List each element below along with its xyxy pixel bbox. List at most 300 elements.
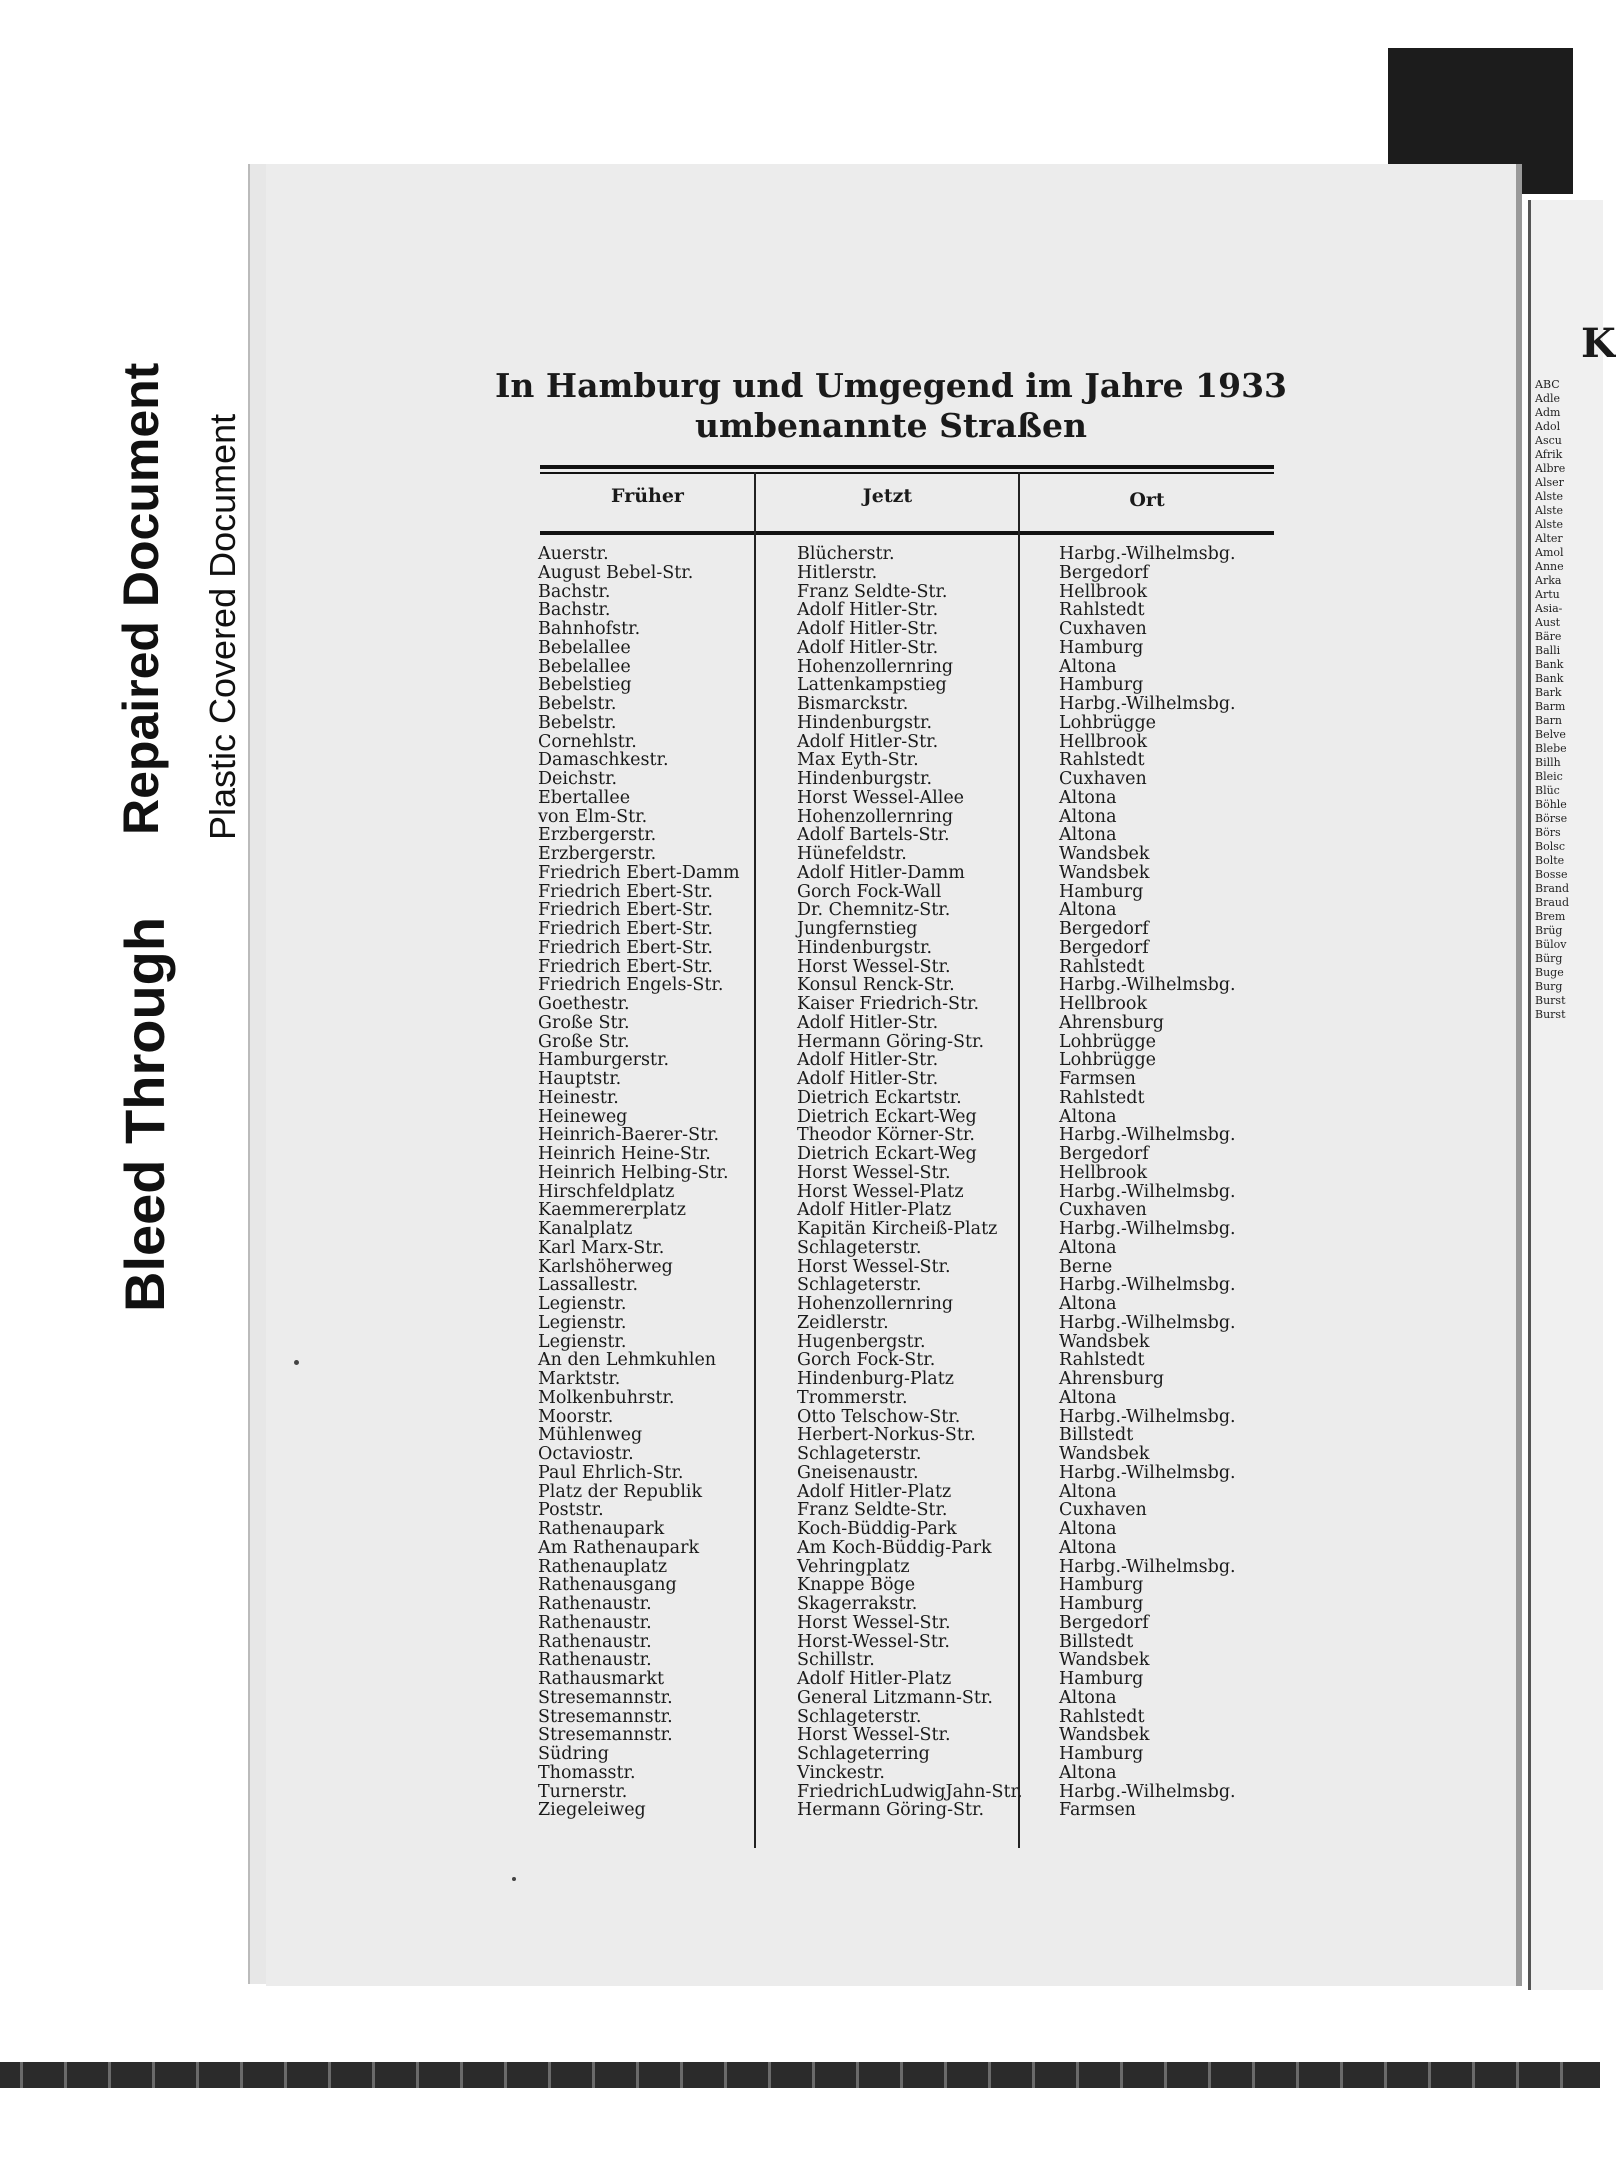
cell-jetzt: Adolf Hitler-Platz (797, 1200, 952, 1221)
strip-tick (812, 2062, 815, 2088)
facing-page-line: Asia- (1535, 602, 1563, 615)
table-row (0, 1070, 1600, 1089)
strip-tick (900, 2062, 903, 2088)
cell-frueher: Friedrich Ebert-Str. (538, 937, 713, 958)
table-row (0, 789, 1600, 808)
cell-jetzt: Theodor Körner-Str. (797, 1125, 975, 1146)
table-row (0, 1633, 1600, 1652)
cell-frueher: Rathenaustr. (538, 1631, 652, 1652)
label-bleed-through: Bleed Through (113, 916, 176, 1312)
cell-frueher: Turnerstr. (538, 1781, 628, 1802)
facing-page-line: ABC (1535, 378, 1560, 391)
cell-ort: Rahlstedt (1059, 750, 1145, 771)
cell-jetzt: Hünefeldstr. (797, 844, 907, 864)
cell-jetzt: Max Eyth-Str. (797, 750, 919, 771)
facing-page-line: Burst (1535, 994, 1566, 1007)
facing-page-line: Alste (1535, 490, 1564, 503)
table-row (0, 1689, 1600, 1708)
cell-ort: Harbg.-Wilhelmsbg. (1059, 1406, 1236, 1427)
table-row (0, 770, 1600, 789)
cell-jetzt: Schillstr. (797, 1650, 875, 1671)
cell-ort: Farmsen (1059, 1069, 1136, 1089)
cell-frueher: Heineweg (538, 1106, 628, 1127)
cell-jetzt: Blücherstr. (797, 544, 895, 564)
cell-ort: Harbg.-Wilhelmsbg. (1059, 1219, 1236, 1239)
strip-tick (944, 2062, 947, 2088)
cell-jetzt: Vinckestr. (797, 1762, 885, 1783)
cell-ort: Harbg.-Wilhelmsbg. (1059, 694, 1236, 714)
cell-jetzt: Hindenburgstr. (797, 712, 933, 733)
facing-page-line: Bolsc (1535, 840, 1566, 853)
cell-ort: Wandsbek (1059, 1725, 1150, 1746)
facing-page-line: Bülov (1535, 938, 1567, 951)
table-row (0, 545, 1600, 564)
cell-frueher: Bachstr. (538, 581, 611, 602)
cell-frueher: Deichstr. (538, 769, 618, 789)
cell-ort: Altona (1059, 1106, 1117, 1127)
cell-frueher: Goethestr. (538, 994, 630, 1014)
cell-ort: Lohbrügge (1059, 712, 1157, 733)
cell-frueher: Bebelstr. (538, 694, 617, 714)
cell-ort: Altona (1059, 1237, 1117, 1258)
cell-ort: Billstedt (1059, 1425, 1134, 1446)
cell-jetzt: Herbert-Norkus-Str. (797, 1425, 976, 1446)
facing-page-line: Bank (1535, 672, 1564, 685)
table-row (0, 958, 1600, 977)
cell-frueher: Platz der Republik (538, 1481, 703, 1502)
facing-page-line: Barn (1535, 714, 1562, 727)
table-row (0, 751, 1600, 770)
cell-jetzt: Schlageterstr. (797, 1237, 922, 1258)
dust-speck (512, 1877, 516, 1881)
cell-frueher: Rathenausgang (538, 1575, 677, 1596)
cell-frueher: Cornehlstr. (538, 731, 637, 752)
cell-frueher: Hauptstr. (538, 1069, 622, 1089)
facing-page-line: Bleic (1535, 770, 1563, 783)
cell-ort: Harbg.-Wilhelmsbg. (1059, 1275, 1236, 1296)
cell-jetzt: Adolf Hitler-Str. (797, 637, 939, 658)
cell-jetzt: Dr. Chemnitz-Str. (797, 900, 951, 921)
cell-ort: Bergedorf (1059, 1612, 1149, 1633)
table-row (0, 826, 1600, 845)
label-repaired-document: Repaired Document (113, 362, 169, 835)
cell-frueher: Karlshöherweg (538, 1256, 673, 1277)
cell-jetzt: Gneisenaustr. (797, 1462, 919, 1483)
cell-jetzt: Schlageterstr. (797, 1444, 922, 1464)
cell-ort: Hamburg (1059, 1575, 1144, 1596)
table-row (0, 1595, 1600, 1614)
strip-tick (240, 2062, 243, 2088)
cell-jetzt: Hugenbergstr. (797, 1331, 926, 1352)
table-row (0, 1483, 1600, 1502)
cell-frueher: Friedrich Ebert-Str. (538, 900, 713, 921)
cell-frueher: Bebelstieg (538, 675, 632, 696)
table-row (0, 845, 1600, 864)
cell-frueher: Ziegeleiweg (538, 1800, 646, 1821)
cell-frueher: Rathenaupark (538, 1519, 665, 1539)
table-top-rule-thin (540, 472, 1274, 474)
facing-page-line: Bolte (1535, 854, 1565, 867)
table-row (0, 733, 1600, 752)
cell-ort: Rahlstedt (1059, 1087, 1145, 1108)
cell-frueher: Bebelstr. (538, 712, 617, 733)
cell-jetzt: Trommerstr. (797, 1387, 908, 1408)
cell-ort: Bergedorf (1059, 562, 1149, 583)
facing-page-line: Adol (1535, 420, 1561, 433)
cell-ort: Hamburg (1059, 1744, 1144, 1764)
table-row (0, 1501, 1600, 1520)
facing-page-line: Alser (1535, 476, 1564, 489)
table-row (0, 676, 1600, 695)
cell-frueher: Hamburgerstr. (538, 1050, 670, 1071)
cell-jetzt: Koch-Büddig-Park (797, 1519, 957, 1539)
table-row (0, 1389, 1600, 1408)
cell-ort: Hamburg (1059, 637, 1144, 658)
cell-frueher: Heinrich Helbing-Str. (538, 1162, 729, 1183)
table-row (0, 1726, 1600, 1745)
cell-ort: Hellbrook (1059, 1162, 1148, 1183)
cell-jetzt: Horst Wessel-Str. (797, 1725, 951, 1746)
cell-ort: Altona (1059, 1537, 1117, 1558)
cell-ort: Altona (1059, 1519, 1117, 1539)
strip-tick (768, 2062, 771, 2088)
strip-tick (1076, 2062, 1079, 2088)
strip-tick (1120, 2062, 1123, 2088)
cell-ort: Cuxhaven (1059, 769, 1147, 789)
table-row (0, 1108, 1600, 1127)
cell-frueher: Erzbergerstr. (538, 844, 657, 864)
strip-tick (548, 2062, 551, 2088)
cell-ort: Harbg.-Wilhelmsbg. (1059, 1312, 1236, 1333)
cell-jetzt: Dietrich Eckart-Weg (797, 1106, 977, 1127)
strip-tick (592, 2062, 595, 2088)
cell-frueher: Rathausmarkt (538, 1669, 665, 1689)
facing-page-line: Brüg (1535, 924, 1563, 937)
cell-ort: Altona (1059, 1762, 1117, 1783)
cell-jetzt: Knappe Böge (797, 1575, 916, 1596)
table-row (0, 1220, 1600, 1239)
table-row (0, 883, 1600, 902)
facing-page-line: Buge (1535, 966, 1564, 979)
cell-ort: Altona (1059, 806, 1117, 827)
table-row (0, 920, 1600, 939)
cell-frueher: August Bebel-Str. (538, 562, 694, 583)
facing-page-line: Aust (1535, 616, 1561, 629)
cell-ort: Hellbrook (1059, 994, 1148, 1014)
strip-tick (196, 2062, 199, 2088)
facing-page-line: Böhle (1535, 798, 1567, 811)
cell-frueher: Rathenauplatz (538, 1556, 668, 1577)
cell-frueher: Stresemannstr. (538, 1706, 673, 1727)
cell-ort: Hellbrook (1059, 581, 1148, 602)
facing-page-line: Artu (1535, 588, 1560, 601)
facing-page-line: Anne (1535, 560, 1564, 573)
cell-jetzt: Kapitän Kircheiß-Platz (797, 1219, 998, 1239)
cell-jetzt: FriedrichLudwigJahn-Str. (797, 1781, 1023, 1802)
cell-jetzt: Hohenzollernring (797, 1294, 954, 1314)
cell-jetzt: Lattenkampstieg (797, 675, 947, 696)
cell-jetzt: Hitlerstr. (797, 562, 878, 583)
table-row (0, 1708, 1600, 1727)
cell-frueher: Am Rathenaupark (538, 1537, 700, 1558)
cell-frueher: Große Str. (538, 1012, 630, 1033)
cell-frueher: Legienstr. (538, 1312, 627, 1333)
cell-frueher: Moorstr. (538, 1406, 614, 1427)
cell-jetzt: Konsul Renck-Str. (797, 975, 955, 996)
table-row (0, 601, 1600, 620)
facing-page-line: Adle (1535, 392, 1561, 405)
cell-frueher: Südring (538, 1744, 609, 1764)
cell-frueher: Octaviostr. (538, 1444, 634, 1464)
cell-jetzt: Franz Seldte-Str. (797, 581, 948, 602)
facing-page-line: Bäre (1535, 630, 1562, 643)
cell-frueher: Molkenbuhrstr. (538, 1387, 675, 1408)
cell-frueher: Erzbergerstr. (538, 825, 657, 846)
cell-jetzt: Hermann Göring-Str. (797, 1800, 985, 1821)
cell-jetzt: Gorch Fock-Wall (797, 881, 942, 902)
cell-frueher: Ebertallee (538, 787, 631, 808)
cell-jetzt: Schlageterstr. (797, 1275, 922, 1296)
cell-frueher: Bebelallee (538, 656, 631, 677)
table-row (0, 1614, 1600, 1633)
table-row (0, 1464, 1600, 1483)
table-row (0, 620, 1600, 639)
cell-jetzt: Adolf Hitler-Platz (797, 1669, 952, 1689)
cell-ort: Harbg.-Wilhelmsbg. (1059, 1781, 1236, 1802)
table-row (0, 1651, 1600, 1670)
cell-frueher: Stresemannstr. (538, 1725, 673, 1746)
cell-frueher: Friedrich Engels-Str. (538, 975, 724, 996)
facing-page-line: Alste (1535, 518, 1564, 531)
cell-jetzt: Horst Wessel-Str. (797, 1612, 951, 1633)
cell-jetzt: Dietrich Eckartstr. (797, 1087, 962, 1108)
table-row (0, 939, 1600, 958)
cell-ort: Wandsbek (1059, 1331, 1150, 1352)
cell-ort: Rahlstedt (1059, 1350, 1145, 1371)
cell-jetzt: Horst Wessel-Platz (797, 1181, 964, 1202)
table-header-rule (540, 531, 1274, 535)
facing-page-line: Alter (1535, 532, 1563, 545)
table-row (0, 564, 1600, 583)
cell-frueher: Friedrich Ebert-Str. (538, 956, 713, 977)
table-row (0, 1351, 1600, 1370)
cell-jetzt: Hohenzollernring (797, 656, 954, 677)
cell-ort: Billstedt (1059, 1631, 1134, 1652)
document-title (266, 366, 1516, 446)
cell-ort: Rahlstedt (1059, 956, 1145, 977)
cell-ort: Wandsbek (1059, 1444, 1150, 1464)
cell-ort: Altona (1059, 1387, 1117, 1408)
table-row (0, 1370, 1600, 1389)
cell-frueher: Bachstr. (538, 600, 611, 621)
table-row (0, 1276, 1600, 1295)
cell-jetzt: Hohenzollernring (797, 806, 954, 827)
table-row (0, 1445, 1600, 1464)
street-table-body (0, 545, 1600, 1820)
cell-frueher: Lassallestr. (538, 1275, 639, 1296)
cell-jetzt: Vehringplatz (797, 1556, 910, 1577)
strip-tick (1472, 2062, 1475, 2088)
cell-jetzt: Adolf Bartels-Str. (797, 825, 950, 846)
cell-frueher: Friedrich Ebert-Str. (538, 919, 713, 939)
facing-page-line: Bosse (1535, 868, 1568, 881)
cell-frueher: Stresemannstr. (538, 1687, 673, 1708)
cell-ort: Cuxhaven (1059, 1200, 1147, 1221)
cell-jetzt: Skagerrakstr. (797, 1594, 918, 1614)
facing-page-line: Adm (1535, 406, 1561, 419)
facing-page-line: Alste (1535, 504, 1564, 517)
table-row (0, 1164, 1600, 1183)
cell-ort: Cuxhaven (1059, 619, 1147, 639)
cell-frueher: Damaschkestr. (538, 750, 669, 771)
cell-ort: Berne (1059, 1256, 1113, 1277)
cell-ort: Altona (1059, 1481, 1117, 1502)
table-row (0, 1126, 1600, 1145)
table-row (0, 901, 1600, 920)
table-row (0, 1014, 1600, 1033)
cell-frueher: Rathenaustr. (538, 1650, 652, 1671)
cell-ort: Harbg.-Wilhelmsbg. (1059, 1181, 1236, 1202)
cell-ort: Altona (1059, 900, 1117, 921)
cell-ort: Wandsbek (1059, 1650, 1150, 1671)
table-row (0, 1520, 1600, 1539)
cell-ort: Bergedorf (1059, 1144, 1149, 1164)
strip-tick (856, 2062, 859, 2088)
cell-jetzt: Horst-Wessel-Str. (797, 1631, 950, 1652)
table-top-rule (540, 465, 1274, 469)
cell-jetzt: Horst Wessel-Str. (797, 956, 951, 977)
facing-page-line: Ascu (1535, 434, 1562, 447)
scan-border-bottom (0, 2062, 1600, 2088)
strip-tick (1208, 2062, 1211, 2088)
strip-tick (1428, 2062, 1431, 2088)
cell-frueher: Friedrich Ebert-Damm (538, 862, 740, 883)
table-row (0, 1576, 1600, 1595)
cell-ort: Hamburg (1059, 881, 1144, 902)
strip-tick (1164, 2062, 1167, 2088)
strip-tick (1384, 2062, 1387, 2088)
cell-ort: Cuxhaven (1059, 1500, 1147, 1521)
table-row (0, 1426, 1600, 1445)
cell-jetzt: Hindenburgstr. (797, 937, 933, 958)
cell-frueher: Legienstr. (538, 1294, 627, 1314)
cell-ort: Farmsen (1059, 1800, 1136, 1821)
dust-speck (294, 1360, 299, 1365)
table-row (0, 1558, 1600, 1577)
facing-page-line: Afrik (1535, 448, 1563, 461)
cell-ort: Hellbrook (1059, 731, 1148, 752)
facing-page-line: Braud (1535, 896, 1570, 909)
cell-jetzt: Kaiser Friedrich-Str. (797, 994, 980, 1014)
cell-frueher: Paul Ehrlich-Str. (538, 1462, 684, 1483)
cell-jetzt: Horst Wessel-Str. (797, 1256, 951, 1277)
cell-jetzt: Schlageterring (797, 1744, 930, 1764)
cell-frueher: Große Str. (538, 1031, 630, 1052)
cell-ort: Harbg.-Wilhelmsbg. (1059, 1556, 1236, 1577)
table-row (0, 639, 1600, 658)
strip-tick (284, 2062, 287, 2088)
table-row (0, 1145, 1600, 1164)
cell-jetzt: Horst Wessel-Str. (797, 1162, 951, 1183)
facing-page-line: Burg (1535, 980, 1563, 993)
table-row (0, 1539, 1600, 1558)
facing-page-line: Bark (1535, 686, 1562, 699)
facing-page-line: Bank (1535, 658, 1564, 671)
cell-frueher: An den Lehmkuhlen (538, 1350, 717, 1371)
table-row (0, 1239, 1600, 1258)
cell-ort: Bergedorf (1059, 919, 1149, 939)
cell-frueher: Kanalplatz (538, 1219, 633, 1239)
facing-page-line: Brand (1535, 882, 1570, 895)
table-row (0, 1051, 1600, 1070)
cell-jetzt: Schlageterstr. (797, 1706, 922, 1727)
facing-page-line: Barm (1535, 700, 1566, 713)
table-row (0, 808, 1600, 827)
cell-ort: Wandsbek (1059, 844, 1150, 864)
cell-jetzt: Zeidlerstr. (797, 1312, 889, 1333)
table-row (0, 1201, 1600, 1220)
cell-ort: Lohbrügge (1059, 1031, 1157, 1052)
table-row (0, 1783, 1600, 1802)
table-row (0, 976, 1600, 995)
strip-tick (1252, 2062, 1255, 2088)
strip-tick (680, 2062, 683, 2088)
table-row (0, 1408, 1600, 1427)
table-row (0, 714, 1600, 733)
cell-ort: Rahlstedt (1059, 1706, 1145, 1727)
strip-tick (724, 2062, 727, 2088)
table-row (0, 1183, 1600, 1202)
cell-jetzt: Adolf Hitler-Platz (797, 1481, 952, 1502)
cell-ort: Altona (1059, 1687, 1117, 1708)
strip-tick (988, 2062, 991, 2088)
cell-ort: Harbg.-Wilhelmsbg. (1059, 1125, 1236, 1146)
table-row (0, 583, 1600, 602)
strip-tick (372, 2062, 375, 2088)
cell-ort: Harbg.-Wilhelmsbg. (1059, 975, 1236, 996)
table-row (0, 1764, 1600, 1783)
cell-jetzt: Adolf Hitler-Str. (797, 731, 939, 752)
cell-jetzt: Adolf Hitler-Str. (797, 1050, 939, 1071)
cell-ort: Hamburg (1059, 675, 1144, 696)
strip-tick (1296, 2062, 1299, 2088)
table-row (0, 658, 1600, 677)
cell-ort: Altona (1059, 1294, 1117, 1314)
facing-page-line: Balli (1535, 644, 1561, 657)
cell-frueher: Legienstr. (538, 1331, 627, 1352)
facing-page-line: Burst (1535, 1008, 1566, 1021)
strip-tick (504, 2062, 507, 2088)
facing-page-line: Börs (1535, 826, 1561, 839)
facing-page-line: Börse (1535, 812, 1568, 825)
cell-frueher: Karl Marx-Str. (538, 1237, 665, 1258)
facing-page-line: Arka (1535, 574, 1562, 587)
cell-jetzt: Adolf Hitler-Str. (797, 1012, 939, 1033)
cell-jetzt: Otto Telschow-Str. (797, 1406, 961, 1427)
cell-jetzt: Adolf Hitler-Str. (797, 1069, 939, 1089)
strip-tick (20, 2062, 23, 2088)
table-row (0, 1745, 1600, 1764)
cell-jetzt: Am Koch-Büddig-Park (797, 1537, 992, 1558)
table-row (0, 1314, 1600, 1333)
facing-page-line: Bürg (1535, 952, 1563, 965)
strip-tick (460, 2062, 463, 2088)
cell-frueher: Bebelallee (538, 637, 631, 658)
cell-ort: Altona (1059, 656, 1117, 677)
cell-ort: Harbg.-Wilhelmsbg. (1059, 544, 1236, 564)
table-row (0, 864, 1600, 883)
cell-frueher: Bahnhofstr. (538, 619, 641, 639)
